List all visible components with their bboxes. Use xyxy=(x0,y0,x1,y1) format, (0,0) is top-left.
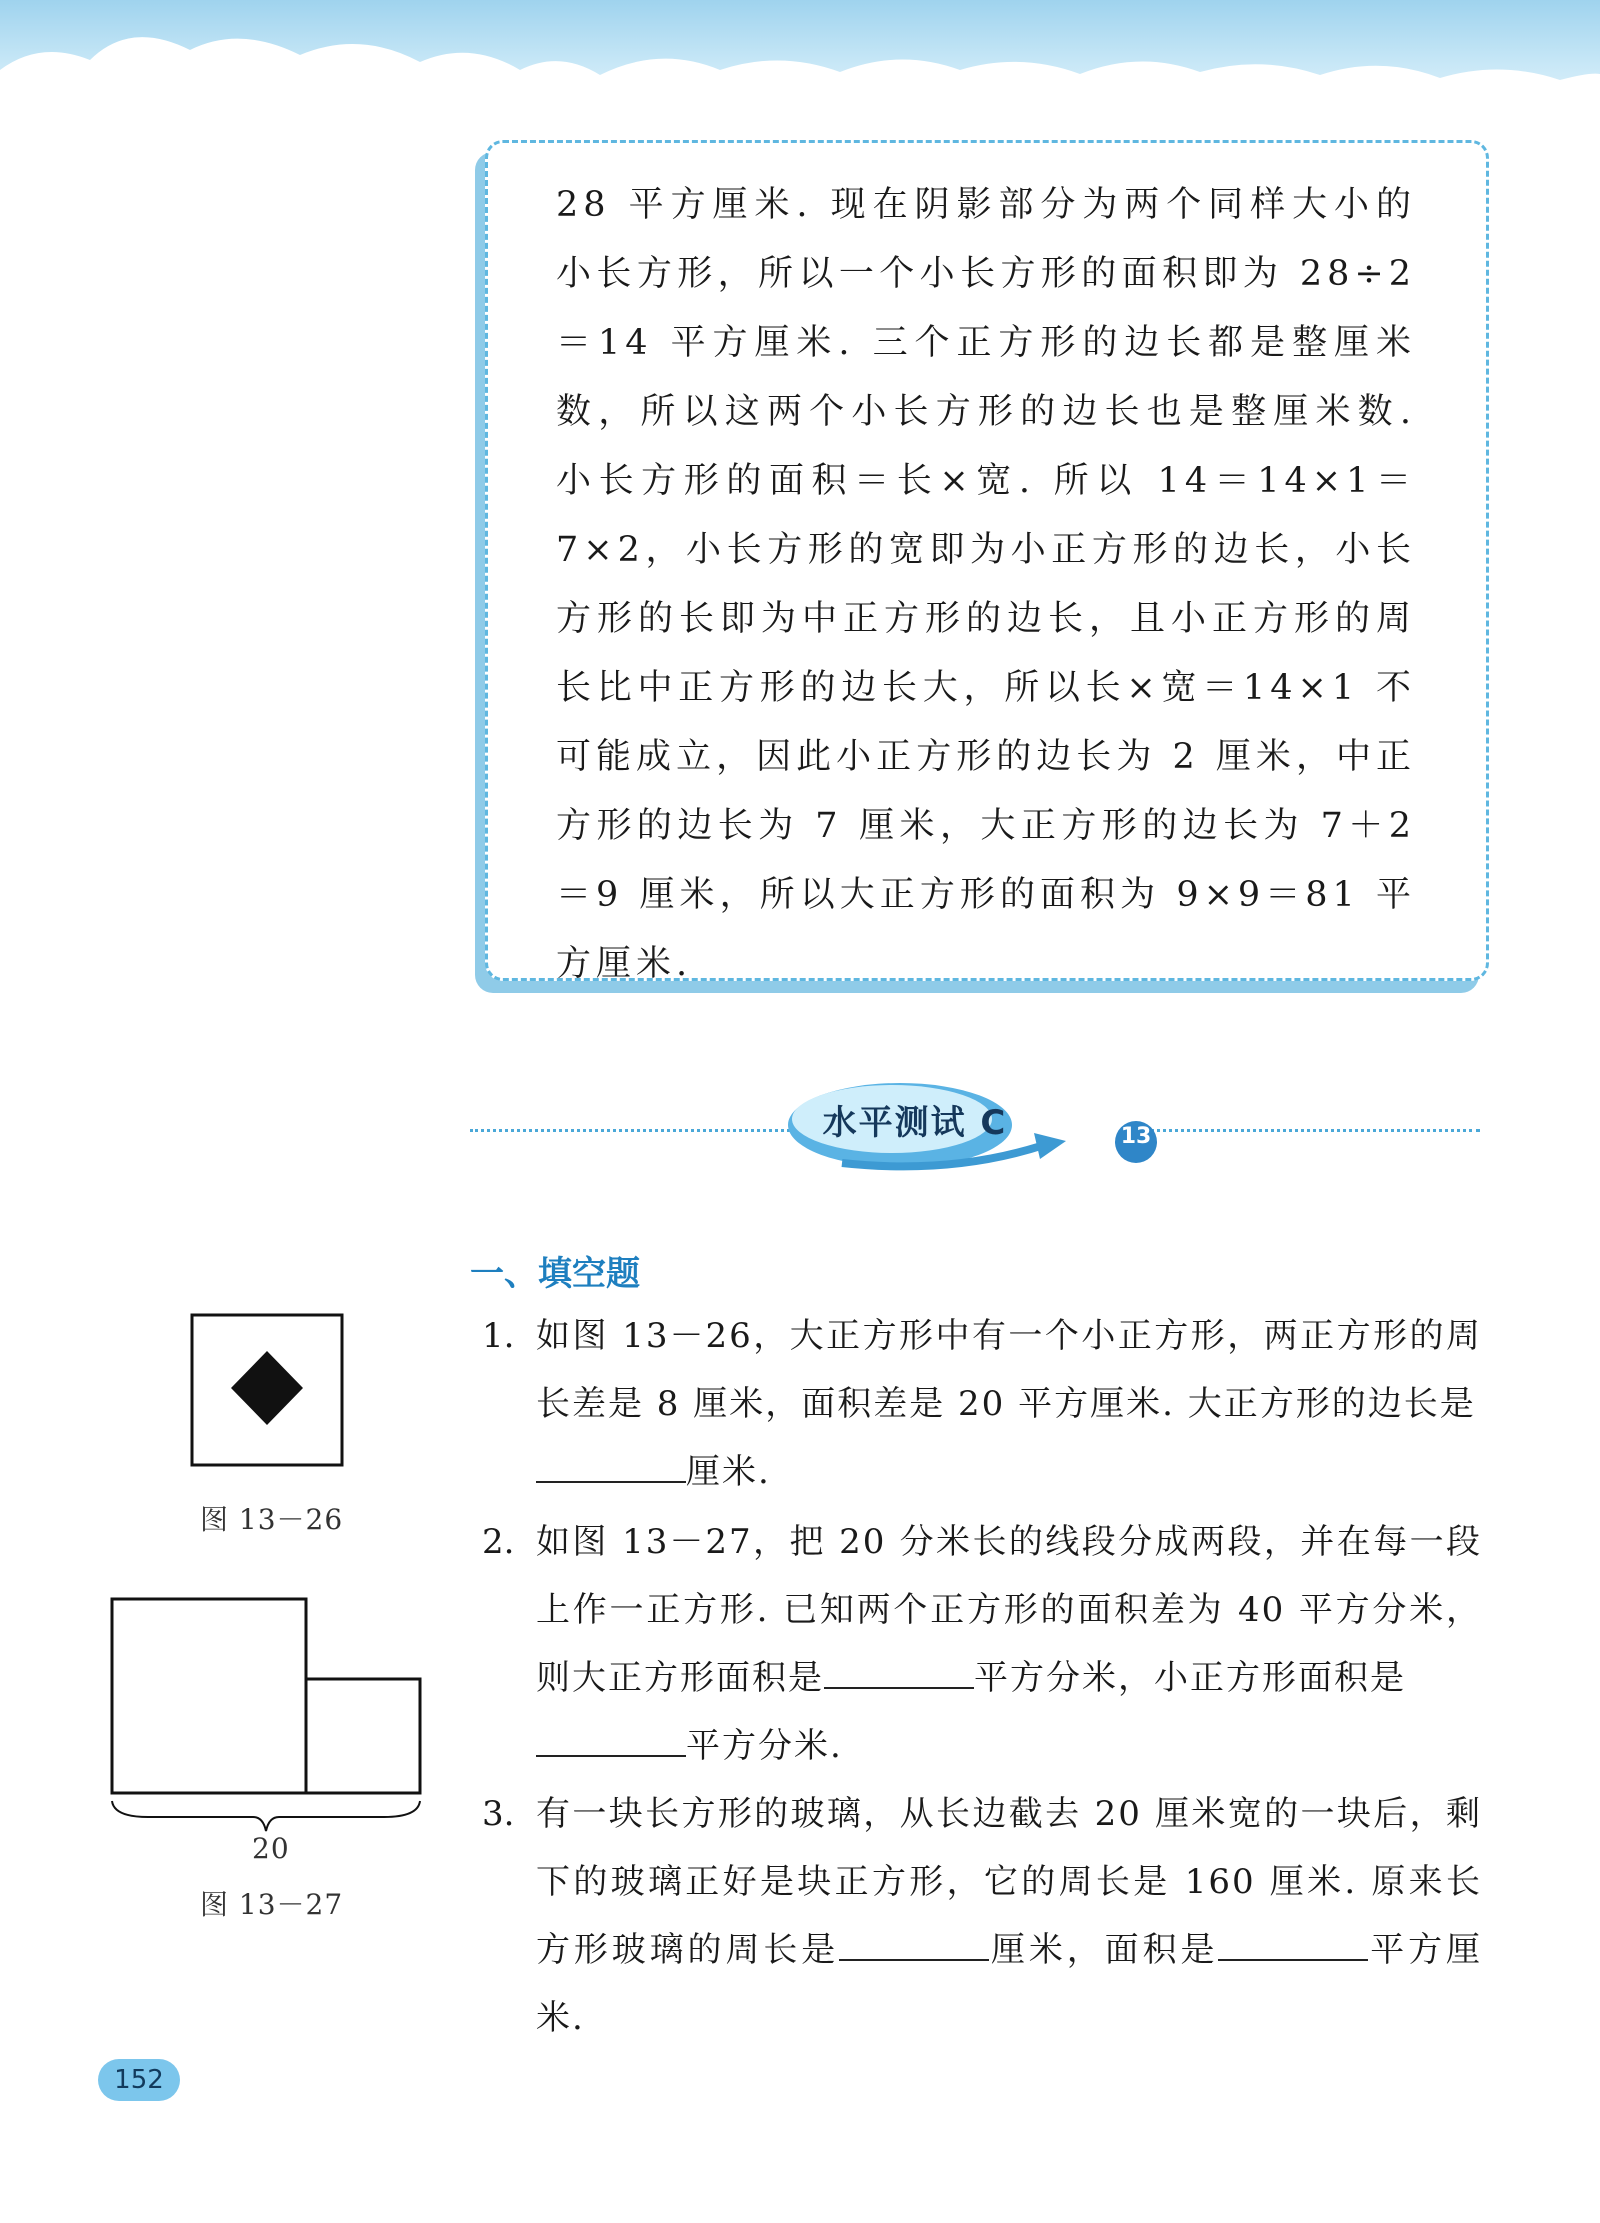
answer-blank[interactable] xyxy=(536,1725,686,1757)
level-test-title: 水平测试 C xyxy=(822,1103,1008,1143)
question-text: 平方分米，小正方形面积是 xyxy=(974,1658,1406,1698)
question-text: 厘米，面积是 xyxy=(989,1930,1219,1970)
question-text: 如图 13－27，把 20 分米长的线段分成两段，并在每一段上作一正方形. 已知两个正方形的面积差为 40 平方分米，则大正方形面积是 xyxy=(536,1522,1482,1698)
question-text: 如图 13－26，大正方形中有一个小正方形，两正方形的周长差是 8 厘米，面积差是 20 平方厘米. 大正方形的边长是 xyxy=(536,1316,1482,1424)
answer-blank[interactable] xyxy=(824,1657,974,1689)
answer-blank[interactable] xyxy=(1218,1929,1368,1961)
question-2 xyxy=(482,1508,1482,1780)
question-number: 1. xyxy=(482,1316,515,1356)
answer-blank[interactable] xyxy=(839,1929,989,1961)
section-heading: 一、填空题 xyxy=(470,1254,640,1294)
header-clouds xyxy=(0,0,1600,140)
answer-explanation-box xyxy=(485,140,1489,984)
question-1 xyxy=(482,1302,1482,1506)
figure-13-26-caption: 图 13－26 xyxy=(200,1503,344,1536)
chapter-number: 13 xyxy=(1120,1124,1152,1149)
question-text: 厘米. xyxy=(686,1452,771,1492)
question-text: 平方分米. xyxy=(686,1726,843,1766)
question-text: 有一块长方形的玻璃，从长边截去 20 厘米宽的一块后，剩下的玻璃正好是块正方形，它的周长是 160 厘米. 原来长方形玻璃的周长是 xyxy=(536,1794,1482,1970)
question-text: 平方厘米. xyxy=(536,1930,1483,2038)
answer-blank[interactable] xyxy=(536,1451,686,1483)
figure-13-27-length-label: 20 xyxy=(252,1832,290,1865)
figure-13-26 xyxy=(190,1313,346,1469)
answer-explanation-text: 28 平方厘米. 现在阴影部分为两个同样大小的小长方形，所以一个小长方形的面积即为 28÷2＝14 平方厘米. 三个正方形的边长都是整厘米数，所以这两个小长方形的边长也是整厘米数. 小长方形的面积＝长×宽. 所以 14＝14×1＝7×2，小长方形的宽即为小正方形的边长，小长方形的长即为中正方形的边长，且小正方形的周长比中正方形的边长大，所以长×宽＝14×1 不可能成立，因此小正方形的边长为 2 厘米，中正方形的边长为 7 厘米，大正方形的边长为 7＋2＝9 厘米，所以大正方形的面积为 9×9＝81 平方厘米. xyxy=(556,185,1416,984)
question-number: 3. xyxy=(482,1794,515,1834)
divider-right xyxy=(1150,1129,1480,1132)
page-number: 152 xyxy=(98,2059,180,2101)
figure-13-27 xyxy=(108,1595,428,1865)
question-number: 2. xyxy=(482,1522,515,1562)
divider-left xyxy=(470,1129,790,1132)
figure-13-27-caption: 图 13－27 xyxy=(200,1888,344,1921)
question-3 xyxy=(482,1780,1482,2052)
